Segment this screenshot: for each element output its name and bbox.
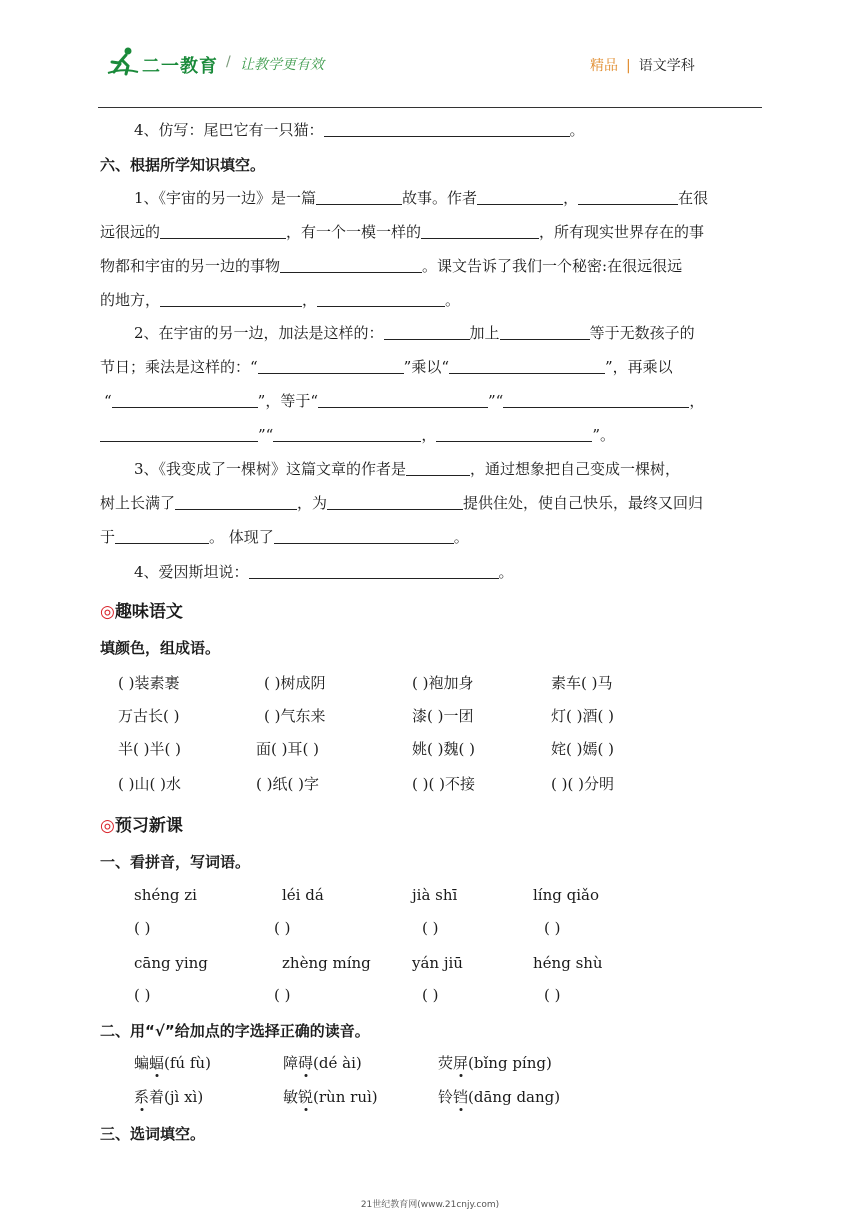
dotted-char: 屏 [453,1054,469,1072]
brand-label-b: 语文学科 [638,58,695,74]
answer-paren[interactable]: ( ) [544,986,561,1004]
pinyin-item: héng shù [533,954,603,972]
answer-blank[interactable] [280,256,422,273]
answer-paren[interactable]: ( ) [422,919,439,937]
answer-blank[interactable] [477,188,563,205]
idiom-item: ( )( )不接 [412,775,475,793]
pinyin-row-1 [0,886,860,906]
idiom-item: 面( )耳( ) [256,740,319,758]
idiom-item: 姚( )魏( ) [412,740,475,758]
answer-paren-row-1 [0,919,860,939]
pronunciation-options[interactable]: (dāng dang) [468,1088,561,1106]
idiom-item: ( )纸( )字 [256,775,319,793]
idiom-item: ( )( )分明 [551,775,614,793]
s6-p2-line2: 节日；乘法是这样的：“ ”乘以“ ”，再乘以 [100,358,673,376]
pronunciation-item: 荧屏(bǐng píng) [438,1054,552,1072]
s6-p2-line3: “ ”，等于“ ”“ ， [104,392,705,410]
idiom-row-3 [0,738,860,758]
answer-blank[interactable] [318,391,488,408]
dotted-char: 系 [134,1088,150,1106]
answer-paren[interactable]: ( ) [134,919,151,937]
preview-q3-title: 三、选词填空。 [100,1125,206,1143]
answer-paren[interactable]: ( ) [274,919,291,937]
header-slogan: 让教学更有效 [240,57,324,73]
pinyin-item: shéng zi [134,886,197,904]
answer-blank[interactable] [503,391,689,408]
idiom-item: ( )袍加身 [412,674,474,692]
answer-blank[interactable] [436,425,592,442]
pronunciation-options[interactable]: (jì xì) [164,1088,204,1106]
section-mark-icon: ◎ [100,602,115,622]
answer-blank[interactable] [406,459,470,476]
pronunciation-item: 蝙蝠(fú fù) [134,1054,211,1072]
s6-p1-line4: 的地方， ， 。 [100,291,461,309]
pronunciation-row-2 [0,1086,860,1108]
answer-blank[interactable] [384,323,470,340]
q4-label: 4、仿写：尾巴它有一只猫： [134,121,324,139]
brand-separator: | [626,58,631,74]
answer-blank[interactable] [115,527,209,544]
idiom-item: 素车( )马 [551,674,613,692]
pinyin-item: cāng ying [134,954,208,972]
pinyin-item: líng qiǎo [533,886,599,904]
pinyin-row-2 [0,954,860,974]
idiom-item: 漆( )一团 [412,707,474,725]
pinyin-item: zhèng míng [282,954,371,972]
answer-blank[interactable] [316,188,402,205]
idiom-item: ( )山( )水 [118,775,181,793]
idiom-item: ( )树成阴 [264,674,326,692]
fun-subtitle: 填颜色，组成语。 [100,639,221,657]
answer-blank[interactable] [500,323,590,340]
answer-paren[interactable]: ( ) [422,986,439,1004]
answer-blank[interactable] [249,562,499,579]
pronunciation-options[interactable]: (rùn ruì) [313,1088,378,1106]
answer-blank[interactable] [160,290,302,307]
dotted-char: 铛 [453,1088,469,1106]
idiom-item: ( )气东来 [264,707,326,725]
answer-paren[interactable]: ( ) [134,986,151,1004]
answer-paren-row-2 [0,986,860,1006]
answer-blank[interactable] [274,527,454,544]
idiom-item: 万古长( ) [118,707,180,725]
fun-section-title: 趣味语文 [114,602,183,622]
answer-blank[interactable] [175,493,297,510]
idiom-item: ( )装素裹 [118,674,180,692]
s6-p3-line2: 树上长满了 ，为 提供住处，使自己快乐，最终又回归 [100,494,704,512]
header-slash: / [226,54,231,70]
logo-text: 二一教育 [142,56,218,77]
s6-p1-line3: 物都和宇宙的另一边的事物 。课文告诉了我们一个秘密:在很远很远 [100,257,683,275]
s6-p4: 4、爱因斯坦说： 。 [134,563,514,581]
pronunciation-item: 系着(jì xì) [134,1088,204,1106]
answer-blank[interactable] [317,290,445,307]
answer-blank[interactable] [258,357,404,374]
brand-label-a: 精品 [590,58,618,74]
answer-paren[interactable]: ( ) [274,986,291,1004]
pronunciation-item: 敏锐(rùn ruì) [283,1088,378,1106]
q4-imitate: 4、仿写：尾巴它有一只猫： 。 [134,121,585,139]
answer-blank[interactable] [273,425,421,442]
pronunciation-options[interactable]: (bǐng píng) [468,1054,552,1072]
pronunciation-options[interactable]: (dé ài) [313,1054,362,1072]
idiom-row-1 [0,672,860,692]
dotted-char: 锐 [298,1088,314,1106]
s6-p2-line1: 2、在宇宙的另一边，加法是这样的： 加上 等于无数孩子的 [134,324,695,342]
pronunciation-row-1 [0,1052,860,1074]
answer-blank[interactable] [449,357,605,374]
answer-blank[interactable] [100,425,258,442]
s6-p3-line1: 3、《我变成了一棵树》这篇文章的作者是 ，通过想象把自己变成一棵树， [134,460,681,478]
s6-p3-line3: 于 。 体现了 。 [100,528,469,546]
header-rule [98,107,762,108]
pronunciation-options[interactable]: (fú fù) [164,1054,211,1072]
dotted-char: 蝠 [149,1054,165,1072]
preview-section-title: 预习新课 [114,816,183,836]
answer-blank[interactable] [324,120,570,137]
answer-blank[interactable] [578,188,678,205]
s6-p1-line1: 1、《宇宙的另一边》是一篇 故事。作者 ， 在很 [134,189,709,207]
page-footer: 21世纪教育网(www.21cnjy.com) [360,1200,500,1210]
idiom-item: 灯( )酒( ) [551,707,614,725]
header-brand [590,55,695,75]
preview-q2-title: 二、用“√”给加点的字选择正确的读音。 [100,1022,370,1040]
page-header [0,0,860,110]
answer-paren[interactable]: ( ) [544,919,561,937]
idiom-item: 半( )半( ) [118,740,181,758]
idiom-item: 姹( )嫣( ) [551,740,614,758]
pronunciation-item: 铃铛(dāng dang) [438,1088,561,1106]
s6-p1-line2: 远很远的 ，有一个一模一样的 ，所有现实世界存在的事 [100,223,705,241]
pinyin-item: léi dá [282,886,324,904]
s6-p2-line4: ”“ ， ”。 [100,425,615,445]
pinyin-item: yán jiū [412,954,463,972]
dotted-char: 碍 [298,1054,314,1072]
answer-blank[interactable] [112,391,258,408]
idiom-row-4 [0,773,860,793]
pinyin-item: jià shī [412,886,458,904]
preview-q1-title: 一、看拼音，写词语。 [100,853,251,871]
pronunciation-item: 障碍(dé ài) [283,1054,362,1072]
idiom-row-2 [0,705,860,725]
section-mark-icon: ◎ [100,816,115,836]
answer-blank[interactable] [327,493,463,510]
runner-icon [106,46,140,76]
section6-title: 六、根据所学知识填空。 [100,156,266,174]
answer-blank[interactable] [421,222,539,239]
answer-blank[interactable] [160,222,286,239]
fun-section-heading [100,597,183,622]
preview-section-heading [100,811,183,836]
